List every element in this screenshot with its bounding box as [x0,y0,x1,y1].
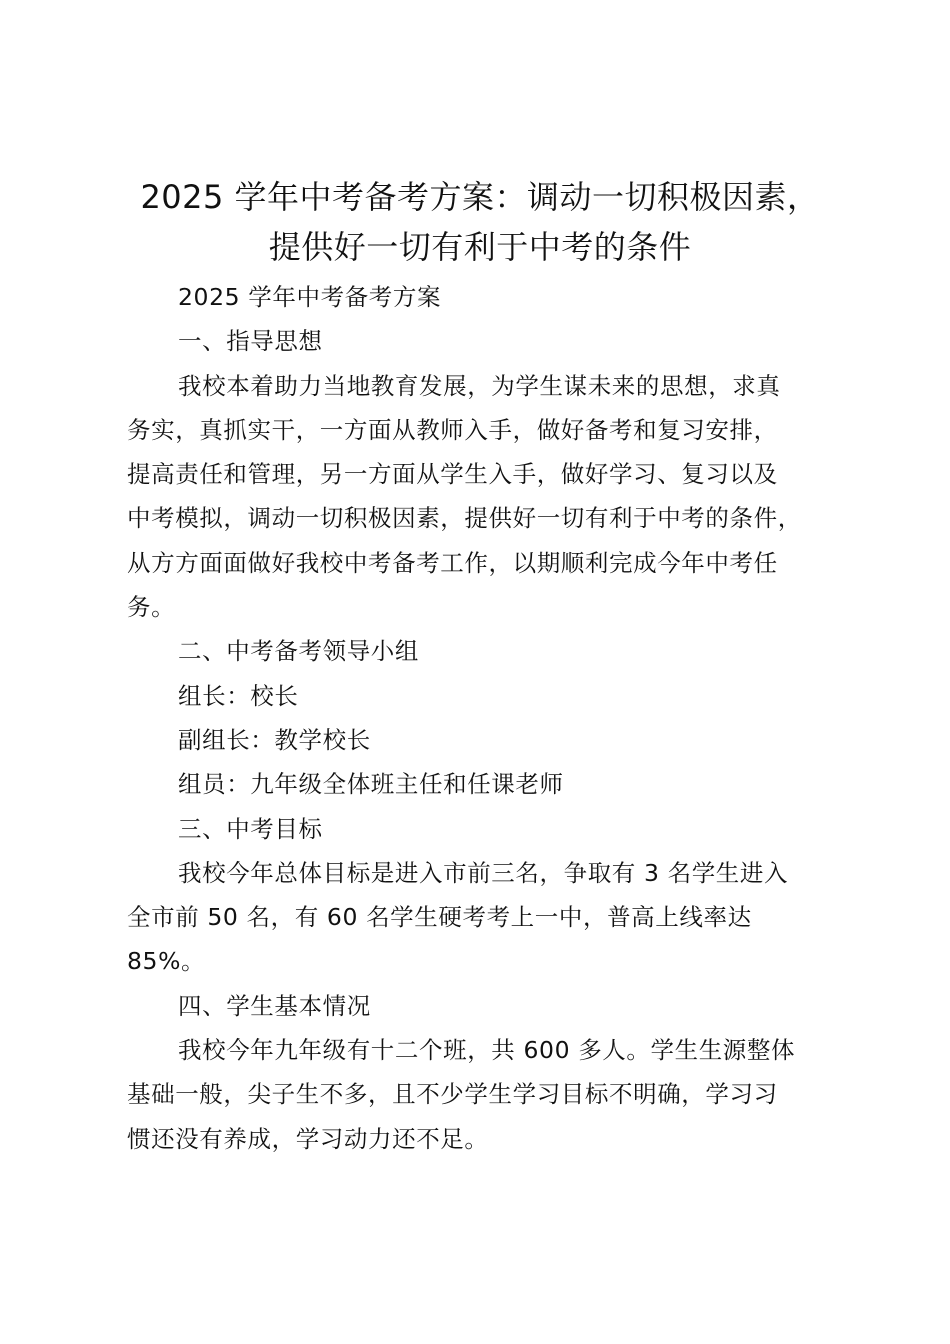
paragraph-line: 我校本着助力当地教育发展，为学生谋未来的思想，求真 [178,371,781,400]
paragraph-line: 务。 [127,593,176,622]
group-leader [127,674,847,718]
paragraph-exam-goals [127,851,847,984]
paragraph-line: 提高责任和管理，另一方面从学生入手，做好学习、复习以及 [127,460,778,489]
paragraph-line: 我校今年总体目标是进入市前三名，争取有 3 名学生进入 [178,858,789,887]
paragraph-line: 基础一般，尖子生不多，且不少学生学习目标不明确，学习习 [127,1080,778,1109]
paragraph-student-situation [127,1028,847,1161]
paragraph-line: 我校今年九年级有十二个班，共 600 多人。学生生源整体 [178,1036,796,1065]
section-heading-guiding-thought [127,319,847,363]
paragraph-line: 惯还没有养成，学习动力还不足。 [127,1124,489,1153]
group-members [127,762,847,806]
paragraph-line: 一、指导思想 [178,327,323,356]
section-heading-leadership-group [127,629,847,673]
paragraph-line: 副组长：教学校长 [178,725,371,754]
paragraph-line: 四、学生基本情况 [178,991,371,1020]
group-deputy-leader [127,718,847,762]
paragraph-subtitle [127,275,847,319]
paragraph-line: 全市前 50 名，有 60 名学生硬考考上一中，普高上线率达 [127,903,752,932]
paragraph-line: 务实，真抓实干，一方面从教师入手，做好备考和复习安排， [127,415,778,444]
paragraph-line: 85%。 [127,947,206,976]
title-line: 提供好一切有利于中考的条件 [268,228,692,266]
paragraph-line: 二、中考备考领导小组 [178,637,419,666]
paragraph-line: 组长：校长 [178,681,299,710]
paragraph-line: 三、中考目标 [178,814,323,843]
section-heading-student-situation [127,984,847,1028]
document-body [127,275,847,1161]
section-heading-exam-goals [127,807,847,851]
paragraph-line: 2025 学年中考备考方案 [178,283,442,311]
paragraph-line: 中考模拟，调动一切积极因素，提供好一切有利于中考的条件， [127,504,802,533]
paragraph-line: 从方方面面做好我校中考备考工作，以期顺利完成今年中考任 [127,548,778,577]
document-title [110,172,850,272]
title-line: 2025 学年中考备考方案：调动一切积极因素， [140,178,820,216]
paragraph-guiding-thought [127,364,847,630]
paragraph-line: 组员：九年级全体班主任和任课老师 [178,770,564,799]
